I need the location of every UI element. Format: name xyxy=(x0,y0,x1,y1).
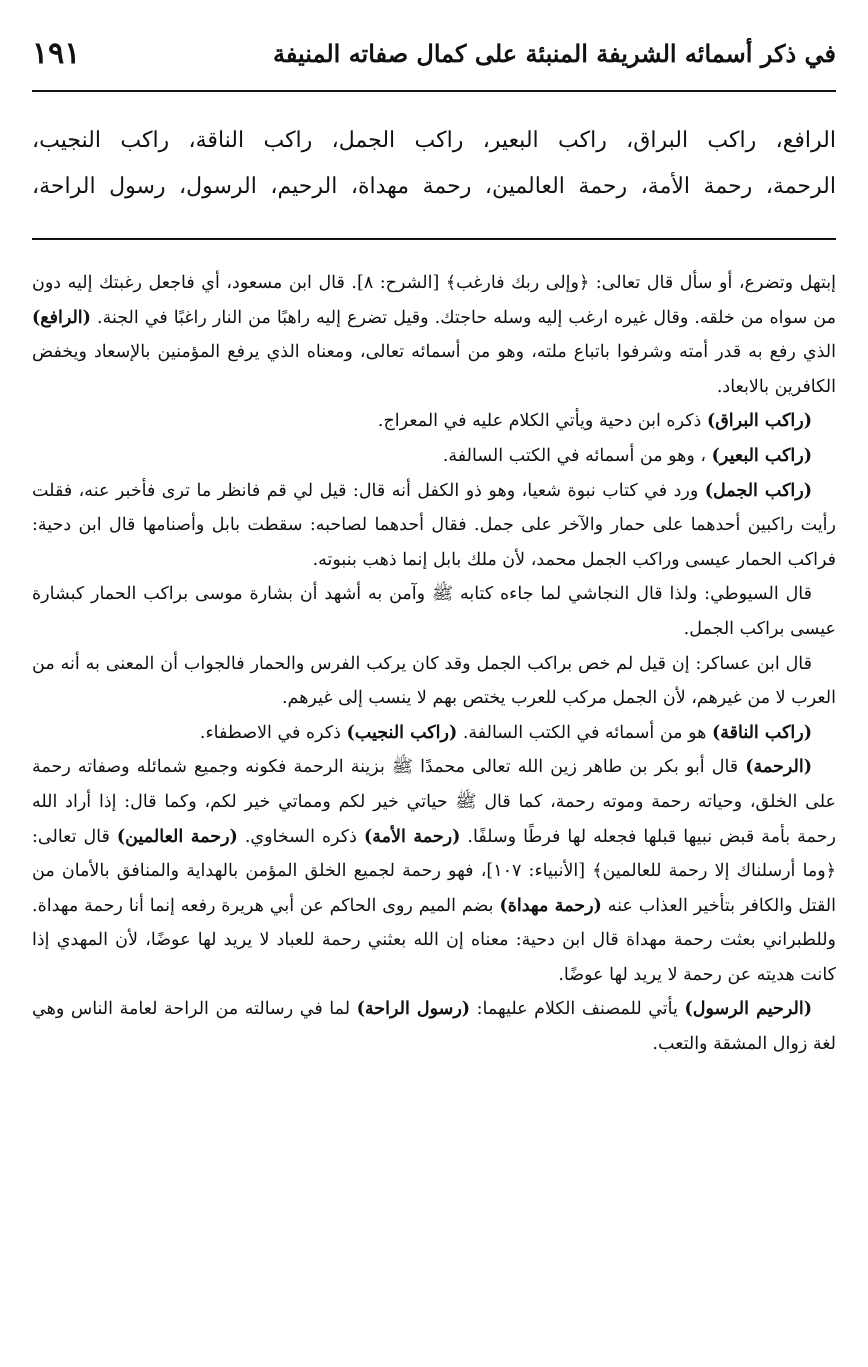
commentary-text-run: لما في رسالته من الراحة لعامة الناس وهي لغة زوال المشقة والتعب. xyxy=(32,999,836,1055)
commentary-text-run: ذكره في الاصطفاء. xyxy=(199,722,341,743)
term-heading: (الرافع) xyxy=(32,307,91,328)
verse-line: الرحمة، رحمة الأمة، رحمة العالمين، رحمة مهداة، الرحيم، الرسول، رسول الراحة، xyxy=(32,174,836,199)
verse-block xyxy=(32,118,836,210)
section-rule xyxy=(32,238,836,240)
commentary-text-run: ورد في كتاب نبوة شعيا، وهو ذو الكفل أنه قال: قيل لي قم فانظر ما ترى فأخبر عنه، فقلت رأيت راكبين أحدهما على حمار والآخر على جمل. فقال أحدهما لصاحبه: سقطت بابل وأصنامها قال ابن دحية: فراكب الحمار عيسى وراكب الجمل محمد، لأن ملك بابل إنما ذهب بنبوته. xyxy=(32,480,836,570)
commentary-paragraph: قال ابن عساكر: إن قيل لم خص براكب الجمل وقد كان يركب الفرس والحمار فالجواب أن المعنى به أنه من العرب لا من غيرهم، لأن الجمل مركب للعرب يختص بهم لا ينسب إلى غيرهم. xyxy=(32,653,836,709)
commentary-paragraph xyxy=(32,474,836,578)
term-heading: (راكب الجمل) xyxy=(704,480,812,501)
commentary-text-run: قال تعالى: ﴿وما أرسلناك إلا رحمة للعالمين﴾ [الأنبياء: ١٠٧]، فهو رحمة لجميع الخلق المؤمن بالهداية والمنافق بالأمان من القتل والكافر بتأخير العذاب عنه xyxy=(32,826,836,916)
commentary-text-run: الذي رفع به قدر أمته وشرفوا باتباع ملته، وهو من أسمائه تعالى، ومعناه الذي يرفع المؤمنين بالإسعاد ويخفض الكافرين بالابعاد. xyxy=(32,342,836,397)
term-heading: (رحمة مهداة) xyxy=(499,895,602,916)
commentary-paragraph xyxy=(32,439,836,474)
term-heading: (راكب البراق) xyxy=(706,411,812,432)
term-heading: (راكب الناقة) xyxy=(711,722,812,743)
term-heading: (الرحمة) xyxy=(745,757,812,778)
commentary-paragraph xyxy=(32,716,836,751)
commentary-text-run: بضم الميم روى الحاكم عن أبي هريرة رفعه إنما أنا رحمة مهداة. وللطبراني بعثت رحمة مهداة قال ابن دحية: معناه إن الله بعثني رحمة للعباد لا يريد لها عوضًا، لأن المهدي إذا كانت هديته عن رحمة لا يريد لها عوضًا. xyxy=(32,895,836,985)
commentary-text xyxy=(32,266,836,1062)
commentary-paragraph xyxy=(32,266,836,404)
term-heading: (راكب النجيب) xyxy=(346,722,458,743)
verse-line: الرافع، راكب البراق، راكب البعير، راكب الجمل، راكب الناقة، راكب النجيب، xyxy=(32,128,836,153)
commentary-paragraph xyxy=(32,404,836,439)
commentary-text-run: ذكره ابن دحية ويأتي الكلام عليه في المعراج. xyxy=(377,411,702,432)
term-heading: (رحمة العالمين) xyxy=(116,826,238,847)
commentary-paragraph xyxy=(32,750,836,992)
commentary-text-run: ذكره السخاوي. xyxy=(244,826,357,847)
commentary-text-run: يأتي للمصنف الكلام عليهما: xyxy=(476,999,678,1020)
running-header xyxy=(32,28,836,78)
commentary-text-run: قال أبو بكر بن طاهر زين الله تعالى محمدًا ﷺ بزينة الرحمة فكونه وجميع شمائله وصفاته رحمة على الخلق، وحياته رحمة وموته رحمة، كما قال ﷺ حياتي خير لكم ومماتي خير لكم، وكما قال: إذا أراد الله رحمة بأمة قبض نبيها قبلها فجعله لها فرطًا وسلفًا. xyxy=(32,757,836,847)
commentary-paragraph: قال السيوطي: ولذا قال النجاشي لما جاءه كتابه ﷺ وآمن به أشهد أن بشارة موسى براكب الحمار كبشارة عيسى براكب الجمل. xyxy=(32,584,836,639)
term-heading: (رسول الراحة) xyxy=(356,999,471,1020)
commentary-paragraph xyxy=(32,992,836,1061)
term-heading: (الرحيم الرسول) xyxy=(684,999,812,1020)
commentary-text-run: ، وهو من أسمائه في الكتب السالفة. xyxy=(442,445,707,466)
header-title: في ذكر أسمائه الشريفة المنبئة على كمال صفاته المنيفة xyxy=(272,38,836,68)
header-rule xyxy=(32,90,836,92)
page-number: ١٩١ xyxy=(32,35,81,71)
term-heading: (رحمة الأمة) xyxy=(363,826,461,847)
term-heading: (راكب البعير) xyxy=(711,445,812,466)
commentary-text-run: هو من أسمائه في الكتب السالفة. xyxy=(462,722,707,743)
commentary-text-run: إبتهل وتضرع، أو سأل قال تعالى: ﴿وإلى ربك فارغب﴾ [الشرح: ٨]. قال ابن مسعود، أي فاجعل رغبتك إليه دون من سواه من خلقه. وقال غيره ارغب إليه وسله حاجتك. وقيل تضرع إليه راهبًا من النار راغبًا في الجنة. xyxy=(32,273,837,328)
